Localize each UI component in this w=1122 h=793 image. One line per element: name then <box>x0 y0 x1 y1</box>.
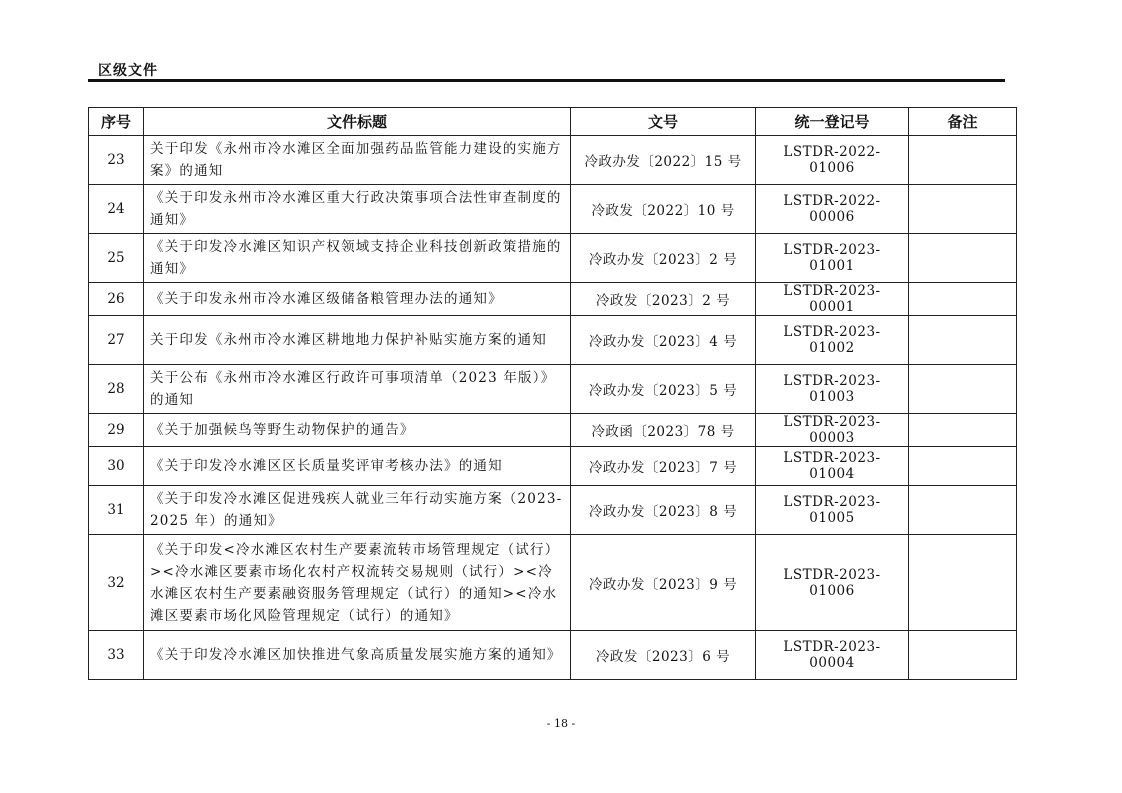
row-title: 《关于加强候鸟等野生动物保护的通告》 <box>144 414 571 447</box>
row-doc-number: 冷政发〔2023〕2 号 <box>571 283 756 316</box>
table-row <box>89 136 1017 185</box>
row-note <box>909 414 1017 447</box>
row-doc-number: 冷政办发〔2023〕2 号 <box>571 234 756 283</box>
row-note <box>909 283 1017 316</box>
row-doc-number: 冷政办发〔2023〕9 号 <box>571 535 756 631</box>
row-index: 27 <box>89 316 144 365</box>
table-row <box>89 316 1017 365</box>
header-rule <box>88 79 1005 82</box>
table-row <box>89 234 1017 283</box>
row-doc-number: 冷政发〔2022〕10 号 <box>571 185 756 234</box>
table-row <box>89 535 1017 631</box>
row-index: 28 <box>89 365 144 414</box>
row-title: 关于印发《永州市冷水滩区耕地地力保护补贴实施方案的通知 <box>144 316 571 365</box>
row-note <box>909 486 1017 535</box>
row-registration-number: LSTDR-2023-00004 <box>756 631 909 680</box>
row-note <box>909 535 1017 631</box>
row-registration-number: LSTDR-2023-01005 <box>756 486 909 535</box>
row-registration-number: LSTDR-2022-01006 <box>756 136 909 185</box>
row-note <box>909 447 1017 486</box>
document-section-label: 区级文件 <box>98 63 158 79</box>
row-registration-number: LSTDR-2022-00006 <box>756 185 909 234</box>
row-index: 23 <box>89 136 144 185</box>
row-title: 《关于印发永州市冷水滩区级储备粮管理办法的通知》 <box>144 283 571 316</box>
row-doc-number: 冷政办发〔2023〕7 号 <box>571 447 756 486</box>
row-doc-number: 冷政函〔2023〕78 号 <box>571 414 756 447</box>
row-doc-number: 冷政办发〔2023〕5 号 <box>571 365 756 414</box>
row-index: 31 <box>89 486 144 535</box>
column-header-doc-number: 文号 <box>571 108 756 136</box>
table-row <box>89 185 1017 234</box>
row-registration-number: LSTDR-2023-01004 <box>756 447 909 486</box>
column-header-note: 备注 <box>909 108 1017 136</box>
row-registration-number: LSTDR-2023-01003 <box>756 365 909 414</box>
document-list-table <box>88 107 1017 680</box>
table-row <box>89 447 1017 486</box>
row-title: 《关于印发冷水滩区加快推进气象高质量发展实施方案的通知》 <box>144 631 571 680</box>
page-number: - 18 - <box>546 717 576 730</box>
column-header-registration-number: 统一登记号 <box>756 108 909 136</box>
row-title: 《关于印发永州市冷水滩区重大行政决策事项合法性审查制度的通知》 <box>144 185 571 234</box>
column-header-title: 文件标题 <box>144 108 571 136</box>
row-registration-number: LSTDR-2023-01006 <box>756 535 909 631</box>
row-title: 《关于印发<冷水滩区农村生产要素流转市场管理规定（试行）><冷水滩区要素市场化农村产权流转交易规则（试行）><冷水滩区农村生产要素融资服务管理规定（试行）的通知><冷水滩区要素市场化风险管理规定（试行）的通知》 <box>144 535 571 631</box>
row-note <box>909 234 1017 283</box>
row-index: 29 <box>89 414 144 447</box>
row-index: 24 <box>89 185 144 234</box>
row-doc-number: 冷政办发〔2023〕8 号 <box>571 486 756 535</box>
table-header-row <box>89 108 1017 136</box>
row-note <box>909 631 1017 680</box>
row-index: 33 <box>89 631 144 680</box>
row-title: 《关于印发冷水滩区知识产权领域支持企业科技创新政策措施的通知》 <box>144 234 571 283</box>
row-index: 32 <box>89 535 144 631</box>
row-doc-number: 冷政办发〔2023〕4 号 <box>571 316 756 365</box>
row-title: 关于印发《永州市冷水滩区全面加强药品监管能力建设的实施方案》的通知 <box>144 136 571 185</box>
table-row <box>89 631 1017 680</box>
row-note <box>909 185 1017 234</box>
table-row <box>89 486 1017 535</box>
row-title: 《关于印发冷水滩区区长质量奖评审考核办法》的通知 <box>144 447 571 486</box>
row-title: 《关于印发冷水滩区促进残疾人就业三年行动实施方案（2023-2025 年）的通知》 <box>144 486 571 535</box>
row-note <box>909 365 1017 414</box>
row-registration-number: LSTDR-2023-00001 <box>756 283 909 316</box>
row-registration-number: LSTDR-2023-01002 <box>756 316 909 365</box>
row-index: 30 <box>89 447 144 486</box>
row-doc-number: 冷政发〔2023〕6 号 <box>571 631 756 680</box>
row-note <box>909 136 1017 185</box>
row-index: 26 <box>89 283 144 316</box>
row-doc-number: 冷政办发〔2022〕15 号 <box>571 136 756 185</box>
table-row <box>89 414 1017 447</box>
table-row <box>89 365 1017 414</box>
column-header-index: 序号 <box>89 108 144 136</box>
row-index: 25 <box>89 234 144 283</box>
row-title: 关于公布《永州市冷水滩区行政许可事项清单（2023 年版）》的通知 <box>144 365 571 414</box>
table-row <box>89 283 1017 316</box>
row-registration-number: LSTDR-2023-01001 <box>756 234 909 283</box>
row-registration-number: LSTDR-2023-00003 <box>756 414 909 447</box>
row-note <box>909 316 1017 365</box>
